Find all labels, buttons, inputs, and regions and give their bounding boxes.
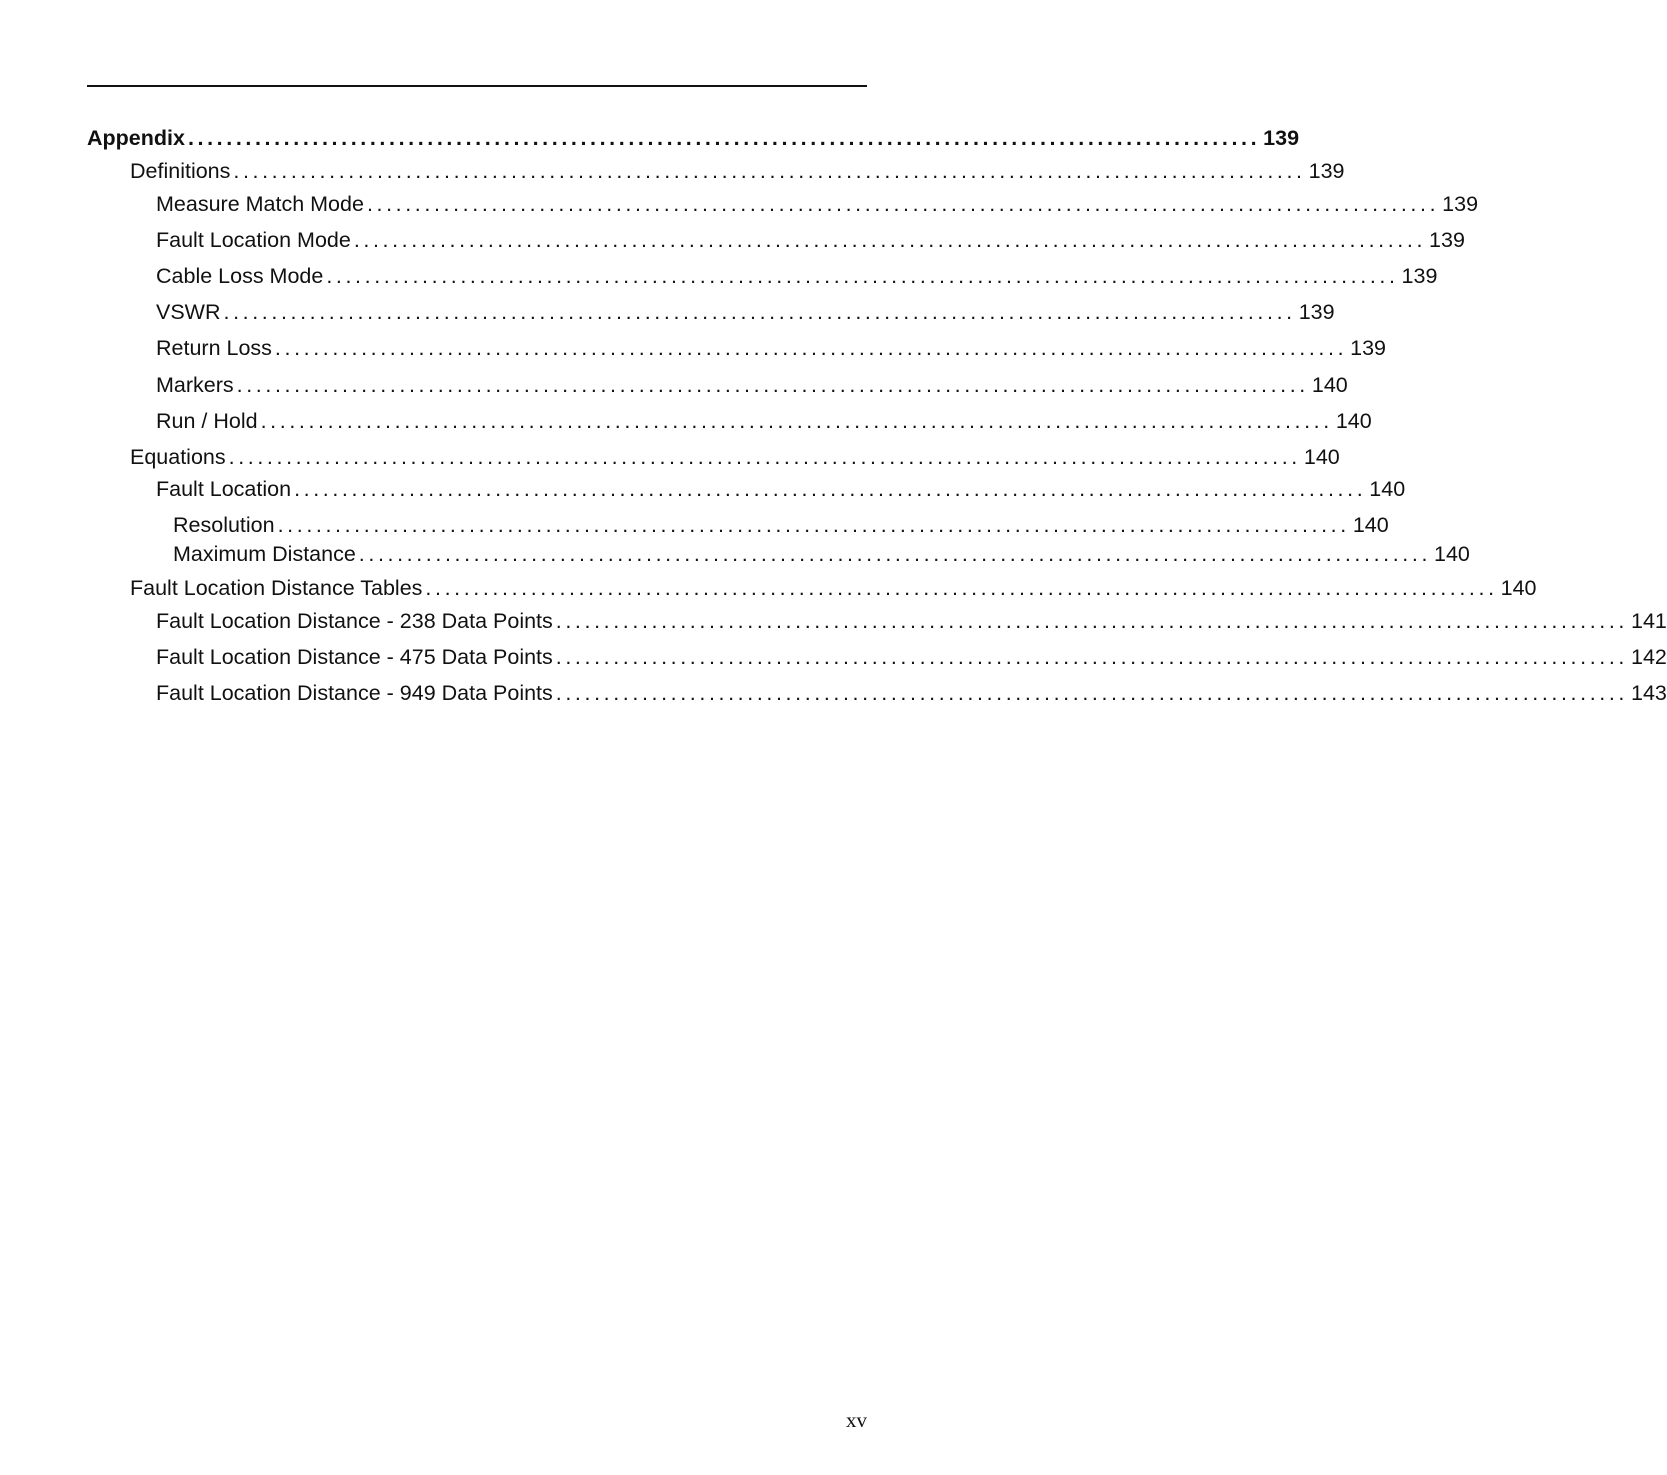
toc-entry-page: 140 xyxy=(1311,373,1348,397)
toc-entry-fault-location-distance-tables[interactable] xyxy=(130,575,1537,601)
dot-leader: ................................................................................................................ xyxy=(555,645,1628,669)
dot-leader: ................................................................................................................ xyxy=(326,264,1399,288)
toc-entry-page: 140 xyxy=(1352,513,1389,537)
toc-entry-title: Fault Location Distance - 949 Data Points xyxy=(156,681,553,705)
dot-leader: ................................................................................................................ xyxy=(366,192,1440,216)
toc-entry-markers[interactable] xyxy=(156,372,1348,398)
toc-entry-page: 139 xyxy=(1401,264,1438,288)
toc-entry-title: Markers xyxy=(156,373,234,397)
toc-entry-vswr[interactable] xyxy=(156,299,1335,325)
toc-entry-fault-location[interactable] xyxy=(156,476,1406,502)
toc-entry-measure-match-mode[interactable] xyxy=(156,191,1479,217)
page-number: xv xyxy=(846,1408,867,1432)
dot-leader: ................................................................................................................ xyxy=(187,126,1261,150)
toc-entry-return-loss[interactable] xyxy=(156,335,1387,361)
toc-entry-page: 140 xyxy=(1434,542,1470,566)
toc-entry-page: 139 xyxy=(1298,300,1335,324)
toc-entry-page: 139 xyxy=(1350,336,1387,360)
toc-entry-page: 139 xyxy=(1308,159,1345,183)
toc-entry-cable-loss-mode[interactable] xyxy=(156,263,1438,289)
toc-entry-fld-949[interactable] xyxy=(156,680,1667,706)
toc-entry-maximum-distance[interactable] xyxy=(173,541,1470,567)
toc-entry-title: Fault Location Mode xyxy=(156,228,351,252)
toc-entry-page: 140 xyxy=(1303,445,1340,469)
toc-entry-page: 140 xyxy=(1335,409,1372,433)
dot-leader: ................................................................................................................ xyxy=(274,336,1348,360)
toc-entry-title: Appendix xyxy=(87,126,185,150)
toc-entry-page: 139 xyxy=(1442,192,1479,216)
dot-leader: ................................................................................................................ xyxy=(555,681,1628,705)
toc-entry-run-hold[interactable] xyxy=(156,408,1372,434)
toc-entry-title: Fault Location Distance - 238 Data Points xyxy=(156,609,553,633)
toc-entry-fld-238[interactable] xyxy=(156,608,1667,634)
toc-entry-appendix[interactable] xyxy=(87,125,1300,151)
toc-entry-title: Return Loss xyxy=(156,336,272,360)
toc-entry-page: 141 xyxy=(1631,609,1667,633)
dot-leader: ................................................................................................................ xyxy=(223,300,1296,324)
toc-entry-title: Run / Hold xyxy=(156,409,258,433)
toc-entry-title: Equations xyxy=(130,445,226,469)
toc-entry-resolution[interactable] xyxy=(173,512,1389,538)
toc-entry-title: Cable Loss Mode xyxy=(156,264,324,288)
dot-leader: ................................................................................................................ xyxy=(353,228,1427,252)
toc-entry-title: Resolution xyxy=(173,513,275,537)
toc-entry-definitions[interactable] xyxy=(130,158,1345,184)
dot-leader: ................................................................................................................ xyxy=(555,609,1628,633)
dot-leader: ................................................................................................................ xyxy=(236,373,1309,397)
dot-leader: ................................................................................................................ xyxy=(233,159,1306,183)
dot-leader: ................................................................................................................ xyxy=(260,409,1333,433)
toc-entry-title: Fault Location Distance Tables xyxy=(130,576,423,600)
dot-leader: ................................................................................................................ xyxy=(294,477,1367,501)
toc-entry-title: Measure Match Mode xyxy=(156,192,364,216)
toc-entry-page: 142 xyxy=(1631,645,1667,669)
toc-entry-title: Fault Location Distance - 475 Data Points xyxy=(156,645,553,669)
dot-leader: ................................................................................................................ xyxy=(228,445,1301,469)
toc-entry-page: 140 xyxy=(1369,477,1406,501)
toc-entry-title: Fault Location xyxy=(156,477,292,501)
dot-leader: ................................................................................................................ xyxy=(358,542,1432,566)
dot-leader: ................................................................................................................ xyxy=(425,576,1498,600)
header-rule xyxy=(87,85,867,87)
toc-entry-fault-location-mode[interactable] xyxy=(156,227,1465,253)
dot-leader: ................................................................................................................ xyxy=(277,513,1350,537)
toc-entry-title: VSWR xyxy=(156,300,221,324)
toc-entry-page: 139 xyxy=(1263,126,1300,150)
toc-entry-page: 143 xyxy=(1631,681,1667,705)
toc-entry-page: 139 xyxy=(1429,228,1465,252)
toc-entry-title: Maximum Distance xyxy=(173,542,356,566)
toc-entry-equations[interactable] xyxy=(130,444,1340,470)
toc-entry-fld-475[interactable] xyxy=(156,644,1667,670)
toc-entry-title: Definitions xyxy=(130,159,231,183)
toc-entry-page: 140 xyxy=(1500,576,1537,600)
